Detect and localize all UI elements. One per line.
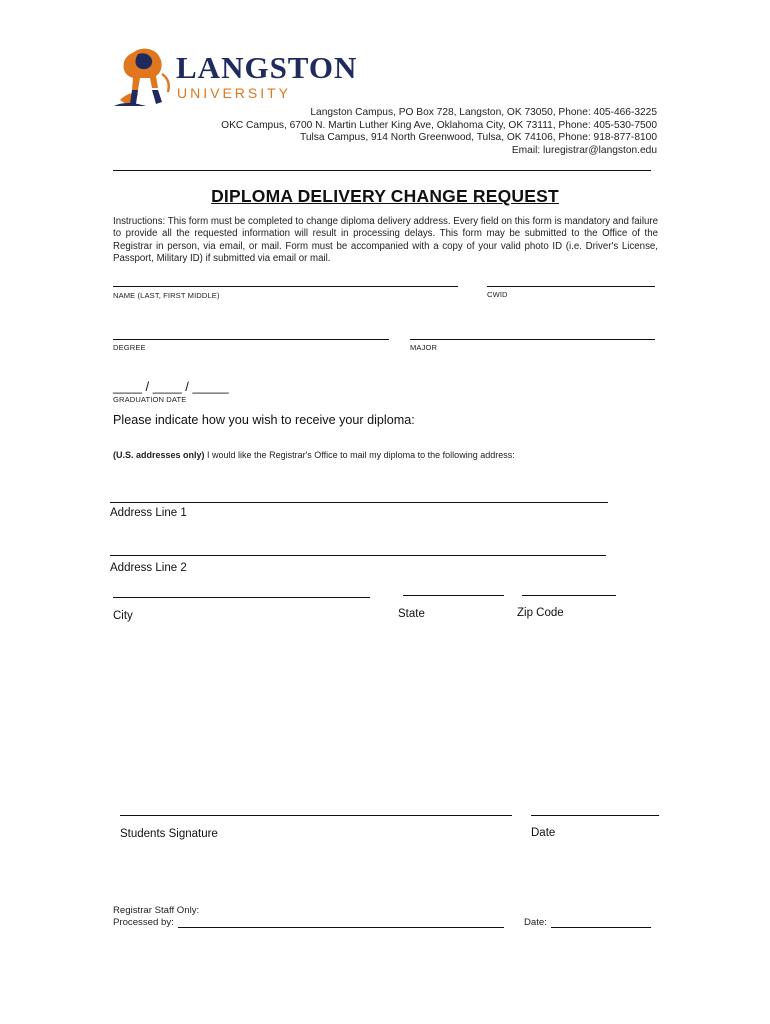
major-label: MAJOR: [410, 343, 438, 352]
address-line-2-label: Address Line 2: [110, 562, 187, 574]
mail-note-text: I would like the Registrar's Office to mail my diploma to the following address:: [204, 450, 515, 460]
major-field[interactable]: [410, 339, 655, 340]
graduation-date-label: GRADUATION DATE: [113, 395, 187, 404]
cwid-field[interactable]: [487, 286, 655, 287]
signature-field[interactable]: [120, 815, 512, 816]
address-line-2-field[interactable]: [110, 555, 606, 556]
address-line-okc: OKC Campus, 6700 N. Martin Luther King Ave, Oklahoma City, OK 73111, Phone: 405-530-7500: [221, 119, 657, 131]
delivery-prompt: Please indicate how you wish to receive your diploma:: [113, 413, 415, 427]
degree-label: DEGREE: [113, 343, 146, 352]
address-line-1-label: Address Line 1: [110, 507, 187, 519]
staff-date-field[interactable]: [551, 927, 651, 928]
degree-field[interactable]: [113, 339, 389, 340]
cwid-label: CWID: [487, 290, 508, 299]
state-label: State: [398, 608, 425, 620]
form-title: DIPLOMA DELIVERY CHANGE REQUEST: [211, 186, 559, 206]
instructions-text: Instructions: This form must be completed to change diploma delivery address. Every field on this form is mandatory and failure to provide all the requested information will result in processing delays. This form may be submitted to the Office of the Registrar in person, via email, or mail. Form must be accompanied with a copy of your valid photo ID (i.e. Driver's License, Passport, Military ID) if submitted via email or mail.: [113, 216, 658, 265]
address-line-tulsa: Tulsa Campus, 914 North Greenwood, Tulsa, OK 74106, Phone: 918-877-8100: [300, 132, 657, 143]
staff-heading: Registrar Staff Only:: [113, 905, 200, 916]
signature-date-label: Date: [531, 827, 556, 839]
name-field[interactable]: [113, 286, 458, 287]
processed-by-label: Processed by:: [113, 917, 174, 928]
mail-note-bold: (U.S. addresses only): [113, 450, 205, 460]
signature-date-field[interactable]: [531, 815, 659, 816]
city-label: City: [113, 610, 133, 622]
graduation-date-field[interactable]: ____ / ____ / _____: [113, 379, 229, 394]
name-label: NAME (LAST, FIRST MIDDLE): [113, 291, 220, 300]
header-divider: [113, 170, 651, 171]
zip-label: Zip Code: [517, 607, 564, 619]
address-line-1-field[interactable]: [110, 502, 608, 503]
state-field[interactable]: [403, 595, 504, 596]
processed-by-field[interactable]: [178, 927, 504, 928]
staff-date-label: Date:: [524, 917, 547, 928]
zip-field[interactable]: [522, 595, 616, 596]
address-line-langston: Langston Campus, PO Box 728, Langston, OK 73050, Phone: 405-466-3225: [310, 107, 657, 118]
address-line-email: Email: luregistrar@langston.edu: [511, 144, 657, 156]
signature-label: Students Signature: [120, 828, 218, 840]
logo-wordmark: LANGSTON: [176, 50, 358, 85]
lion-mascot-icon: [112, 44, 176, 110]
city-field[interactable]: [113, 597, 370, 598]
mail-note: [113, 450, 515, 460]
logo-subtitle: UNIVERSITY: [177, 85, 292, 101]
